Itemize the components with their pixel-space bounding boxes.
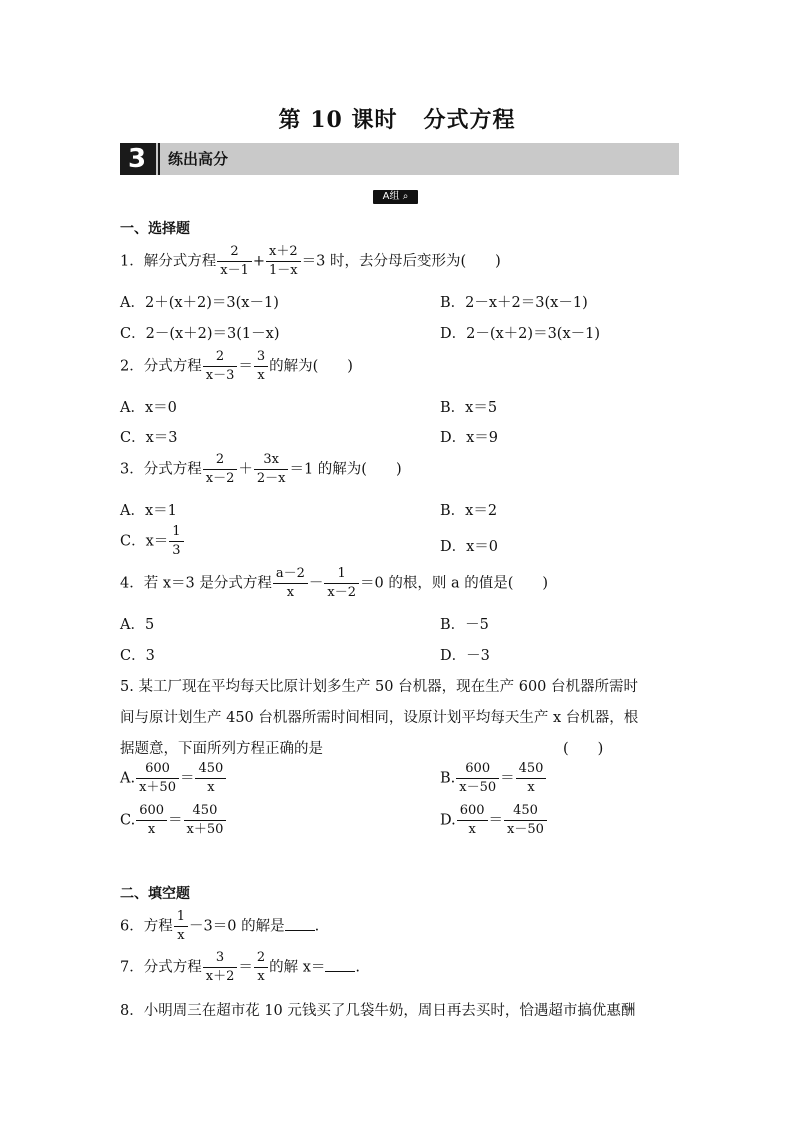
question-5-line-3: 据题意，下面所列方程正确的是 bbox=[120, 741, 323, 757]
banner-text: 练出高分 bbox=[168, 150, 229, 168]
question-7: 7．分式方程 $\frac{3}{x+2}$ ＝ $\frac{2}{x}$ 的解 x＝ . bbox=[120, 950, 361, 984]
q5-option-a: A. $\frac{600}{x+50}$ ＝ $\frac{450}{x}$ bbox=[120, 761, 227, 796]
q1-option-a: A．2＋(x＋2)＝3(x－1) bbox=[120, 295, 279, 311]
q4-option-a: A．5 bbox=[120, 617, 155, 633]
magnifier-icon: ⌕ bbox=[402, 191, 409, 202]
q3-option-d: D．x＝0 bbox=[440, 539, 499, 555]
question-8-line-1: 8．小明周三在超市花 10 元钱买了几袋牛奶，周日再去买时，恰遇超市搞优惠酬 bbox=[120, 1003, 636, 1019]
q5-option-d: D. $\frac{600}{x}$ ＝ $\frac{450}{x-50}$ bbox=[440, 803, 548, 838]
q4-option-b: B．－5 bbox=[440, 617, 489, 633]
q5-option-c: C. $\frac{600}{x}$ ＝ $\frac{450}{x+50}$ bbox=[120, 803, 227, 838]
q3-option-c: C．x＝ $\frac{1}{3}$ bbox=[120, 524, 185, 559]
question-6: 6．方程 $\frac{1}{x}$ －3＝0 的解是 . bbox=[120, 909, 320, 943]
section-fill: 二、填空题 bbox=[120, 886, 190, 902]
q2-option-c: C．x＝3 bbox=[120, 430, 178, 446]
q2-option-d: D．x＝9 bbox=[440, 430, 499, 446]
q3-option-a: A．x＝1 bbox=[120, 503, 177, 519]
q2-option-a: A．x＝0 bbox=[120, 400, 177, 416]
question-5-paren: ( ) bbox=[563, 741, 604, 757]
q2-option-b: B．x＝5 bbox=[440, 400, 498, 416]
question-3: 3．分式方程 $\frac{2}{x-2}$ ＋ $\frac{3x}{2-x}$ ＝1 的解为( ) bbox=[120, 452, 402, 486]
section-banner bbox=[120, 143, 679, 175]
q3-option-b: B．x＝2 bbox=[440, 503, 498, 519]
question-5-line-1: 5. 某工厂现在平均每天比原计划多生产 50 台机器，现在生产 600 台机器所需时 bbox=[120, 679, 639, 695]
question-5-line-2: 间与原计划生产 450 台机器所需时间相同，设原计划平均每天生产 x 台机器，根 bbox=[120, 710, 639, 726]
q4-option-d: D．－3 bbox=[440, 648, 490, 664]
q1-option-c: C．2－(x＋2)＝3(1－x) bbox=[120, 326, 280, 342]
question-1: 1．解分式方程 $\frac{2}{x-1}$ + $\frac{x+2}{1-x}$ ＝3 时，去分母后变形为( ) bbox=[120, 244, 501, 278]
section-choice: 一、选择题 bbox=[120, 221, 190, 237]
answer-blank[interactable] bbox=[285, 916, 315, 931]
question-4: 4．若 x＝3 是分式方程 $\frac{a-2}{x}$ － $\frac{1}{x-2}$ ＝0 的根，则 a 的值是( ) bbox=[120, 566, 549, 600]
group-badge: A组 ⌕ bbox=[373, 190, 418, 204]
q1-option-d: D．2－(x＋2)＝3(x－1) bbox=[440, 326, 601, 342]
q4-option-c: C．3 bbox=[120, 648, 155, 664]
q1-option-b: B．2－x＋2＝3(x－1) bbox=[440, 295, 588, 311]
page-title: 第 10 课时 分式方程 bbox=[278, 107, 516, 133]
q5-option-b: B. $\frac{600}{x-50}$ ＝ $\frac{450}{x}$ bbox=[440, 761, 547, 796]
answer-blank[interactable] bbox=[325, 957, 355, 972]
banner-number: 3 bbox=[120, 143, 154, 175]
question-2: 2．分式方程 $\frac{2}{x-3}$ ＝ $\frac{3}{x}$ 的解为( ) bbox=[120, 349, 353, 383]
